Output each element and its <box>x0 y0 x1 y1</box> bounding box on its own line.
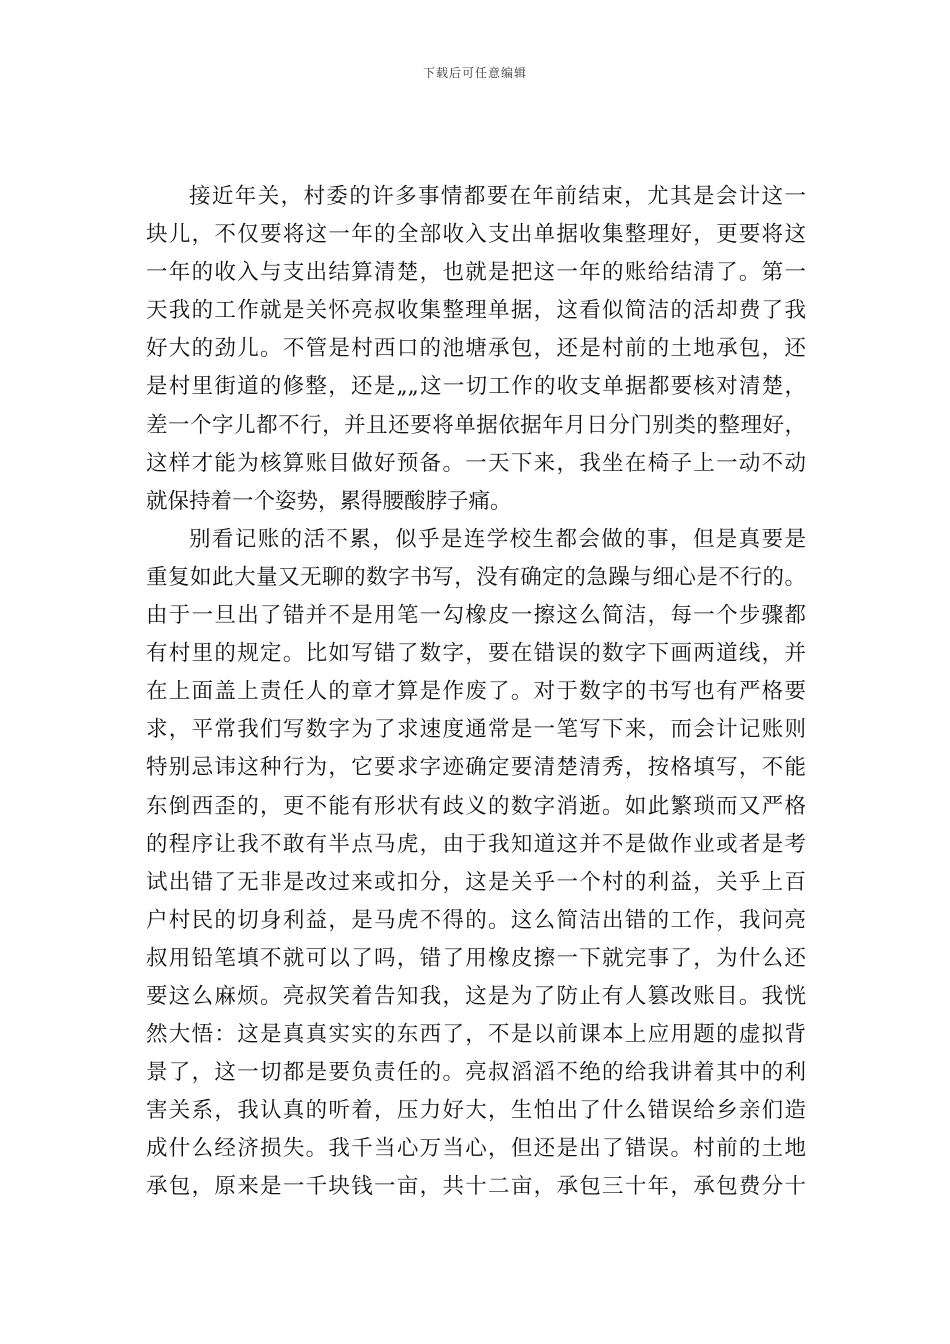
text-line: 这样才能为核算账目做好预备。一天下来，我坐在椅子上一动不动 <box>146 450 806 476</box>
text-line: 叔用铅笔填不就可以了吗，错了用橡皮擦一下就完事了，为什么还 <box>146 945 806 971</box>
text-line: 天我的工作就是关怀亮叔收集整理单据，这看似简洁的活却费了我 <box>146 298 806 324</box>
text-line: 接近年关，村委的许多事情都要在年前结束，尤其是会计这一 <box>189 184 806 209</box>
text-line: 特别忌讳这种行为，它要求字迹确定要清楚清秀，按格填写，不能 <box>146 755 806 781</box>
text-line: 求，平常我们写数字为了求速度通常是一笔写下来，而会计记账则 <box>146 717 806 743</box>
text-line: 有村里的规定。比如写错了数字，要在错误的数字下画两道线，并 <box>146 641 806 667</box>
text-line: 差一个字儿都不行，并且还要将单据依据年月日分门别类的整理好， <box>146 412 806 438</box>
text-line: 承包，原来是一千块钱一亩，共十二亩，承包三十年，承包费分十 <box>146 1174 806 1200</box>
text-line: 的程序让我不敢有半点马虎，由于我知道这并不是做作业或者是考 <box>146 831 806 857</box>
text-line: 成什么经济损失。我千当心万当心，但还是出了错误。村前的土地 <box>146 1136 806 1162</box>
text-line: 东倒西歪的，更不能有形状有歧义的数字消逝。如此繁琐而又严格 <box>146 793 806 819</box>
text-line: 户村民的切身利益，是马虎不得的。这么简洁出错的工作，我问亮 <box>146 907 806 933</box>
text-line: 景了，这一切都是要负责任的。亮叔滔滔不绝的给我讲着其中的利 <box>146 1060 806 1086</box>
text-line: 害关系，我认真的听着，压力好大，生怕出了什么错误给乡亲们造 <box>146 1098 806 1124</box>
page-header-caption: 下载后可任意编辑 <box>422 66 527 80</box>
paragraph <box>146 178 806 521</box>
text-line: 一年的收入与支出结算清楚，也就是把这一年的账给结清了。第一 <box>146 260 806 286</box>
text-line: 然大悟：这是真真实实的东西了，不是以前课本上应用题的虚拟背 <box>146 1022 806 1048</box>
text-line: 是村里街道的修整，还是„„这一切工作的收支单据都要核对清楚， <box>146 374 806 400</box>
text-line: 别看记账的活不累，似乎是连学校生都会做的事，但是真要是 <box>189 526 806 552</box>
text-line: 就保持着一个姿势，累得腰酸脖子痛。 <box>146 488 512 514</box>
text-line: 要这么麻烦。亮叔笑着告知我，这是为了防止有人篡改账目。我恍 <box>146 983 806 1009</box>
text-line: 由于一旦出了错并不是用笔一勾橡皮一擦这么简洁，每一个步骤都 <box>146 603 806 629</box>
text-line: 重复如此大量又无聊的数字书写，没有确定的急躁与细心是不行的。 <box>146 564 806 590</box>
text-line: 块儿，不仅要将这一年的全部收入支出单据收集整理好，更要将这 <box>146 222 806 248</box>
text-line: 好大的劲儿。不管是村西口的池塘承包，还是村前的土地承包，还 <box>146 336 806 362</box>
text-line: 在上面盖上责任人的章才算是作废了。对于数字的书写也有严格要 <box>146 679 806 705</box>
document-body <box>146 178 806 1207</box>
text-line: 试出错了无非是改过来或扣分，这是关乎一个村的利益，关乎上百 <box>146 869 806 895</box>
paragraph <box>146 521 806 1207</box>
